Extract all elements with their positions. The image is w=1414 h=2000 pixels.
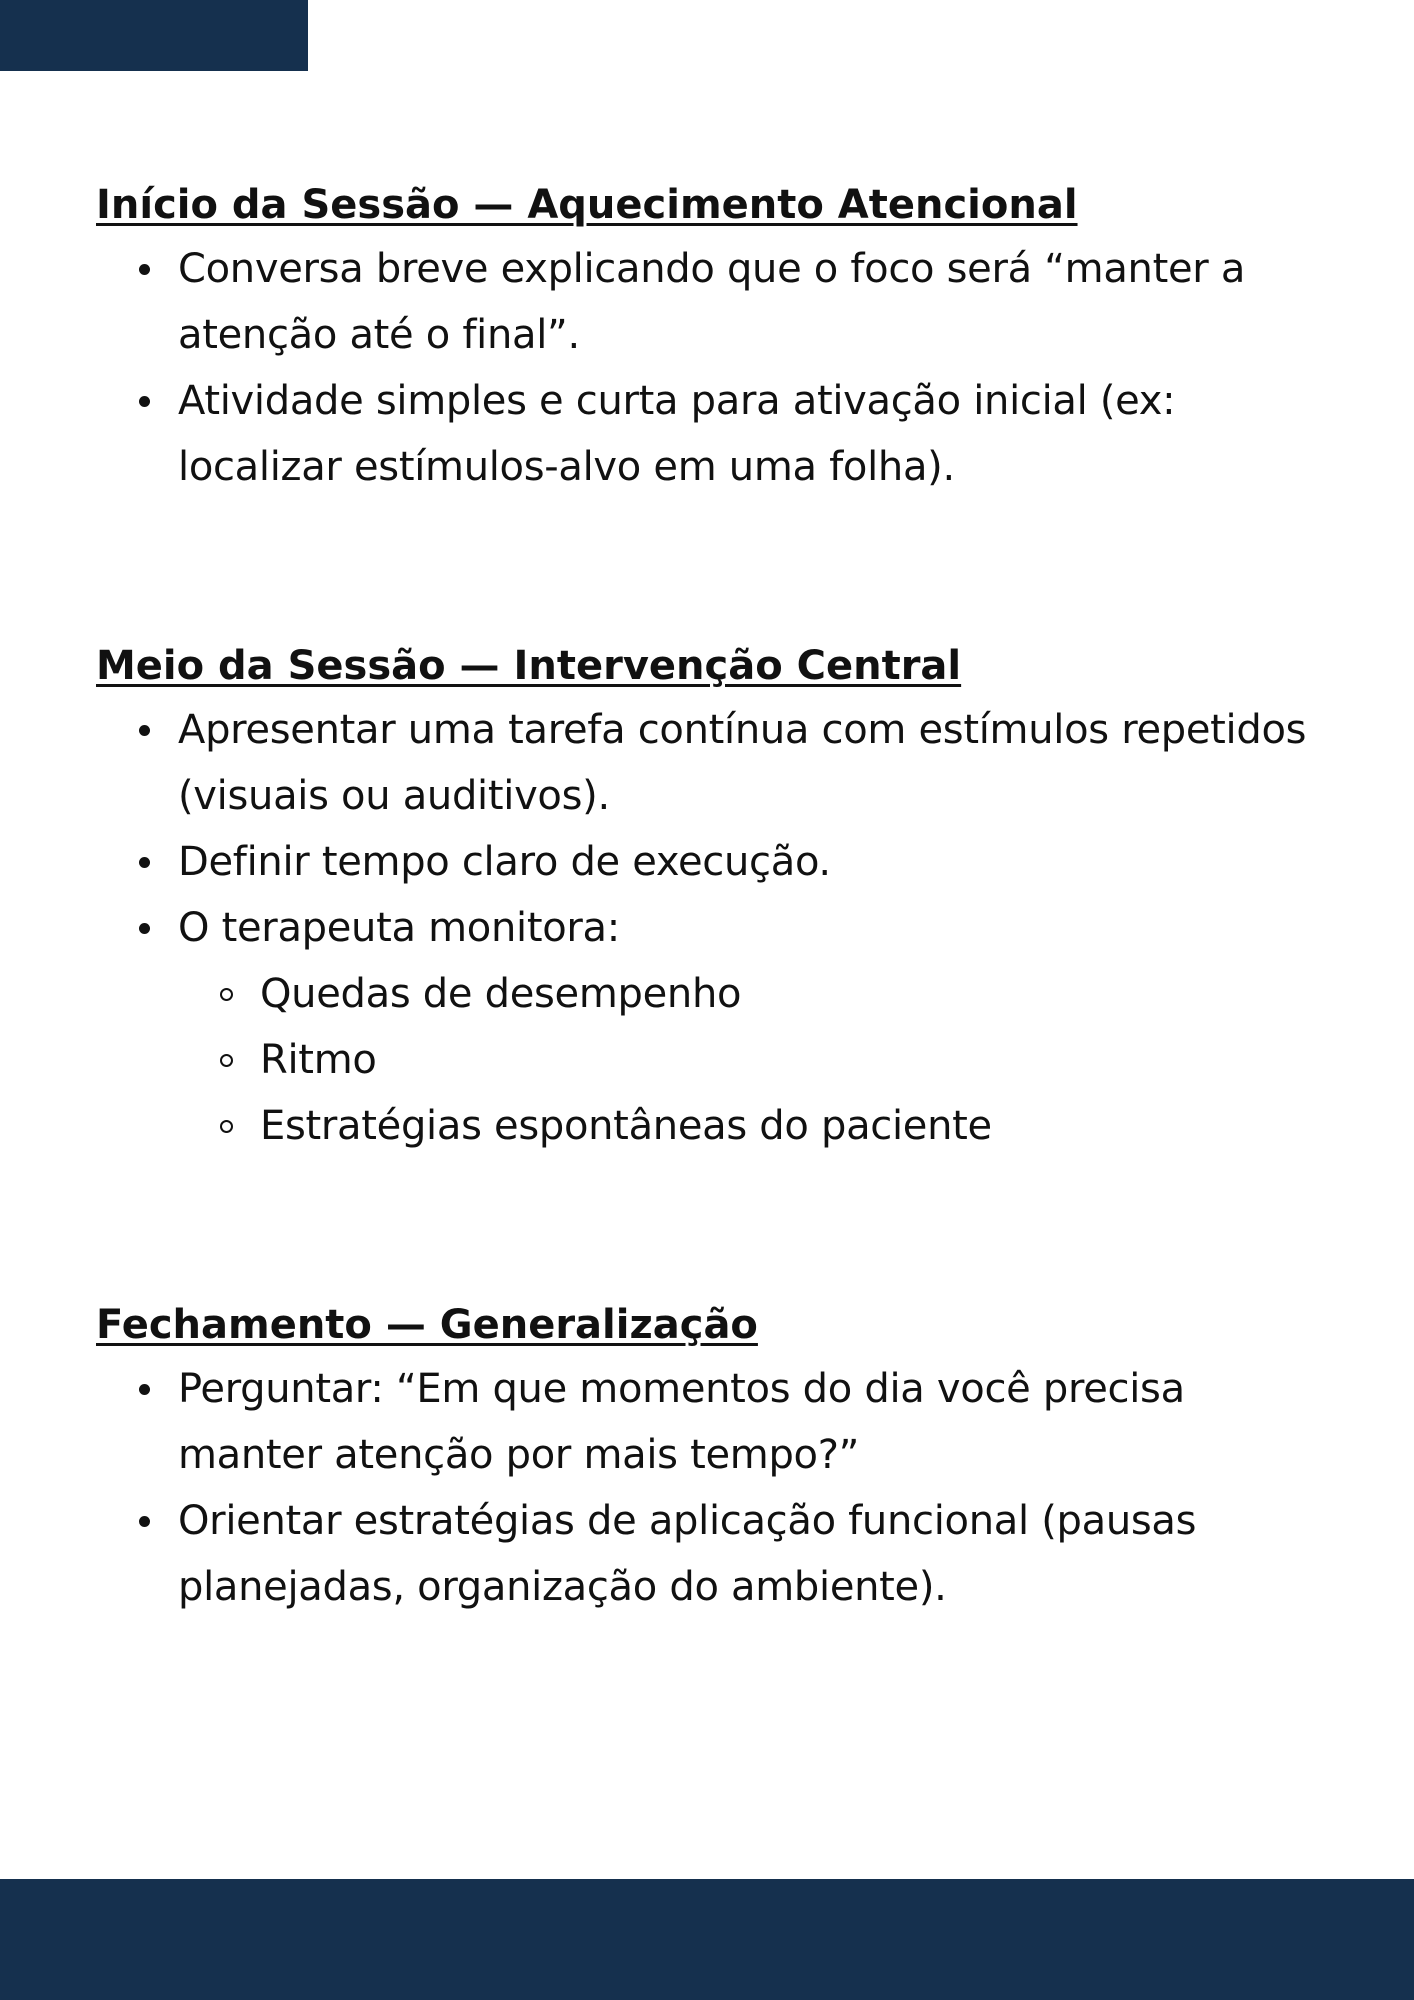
list-item-text: Perguntar: “Em que momentos do dia você precisa manter atenção por mais tempo?” — [178, 1366, 1185, 1478]
header-band — [0, 0, 308, 71]
list-item — [96, 697, 1336, 829]
section-title: Início da Sessão — Aquecimento Atencional — [96, 182, 1078, 228]
section-fechamento — [96, 1300, 1336, 1620]
section-meio — [96, 641, 1336, 1159]
hollow-bullet-icon — [220, 1120, 233, 1133]
bullet-icon — [139, 1516, 150, 1527]
list-item-text: Apresentar uma tarefa contínua com estímulos repetidos (visuais ou auditivos). — [178, 707, 1307, 819]
list-item-text: Orientar estratégias de aplicação funcional (pausas planejadas, organização do ambiente). — [178, 1498, 1197, 1610]
bullet-list — [96, 236, 1336, 500]
list-item-text: Atividade simples e curta para ativação inicial (ex: localizar estímulos-alvo em uma folha). — [178, 378, 1176, 490]
section-inicio — [96, 180, 1336, 500]
bullet-icon — [139, 857, 150, 868]
bullet-icon — [139, 725, 150, 736]
sub-list-item — [96, 961, 1336, 1027]
list-item — [96, 895, 1336, 1159]
bullet-list — [96, 697, 1336, 1159]
hollow-bullet-icon — [220, 988, 233, 1001]
list-item-text: Definir tempo claro de execução. — [178, 839, 831, 885]
bullet-list — [96, 1356, 1336, 1620]
sub-list-item — [96, 1093, 1336, 1159]
sub-list — [178, 961, 1336, 1159]
section-title: Meio da Sessão — Intervenção Central — [96, 643, 962, 689]
sub-list-item-text: Estratégias espontâneas do paciente — [260, 1103, 992, 1149]
sub-list-item-text: Quedas de desempenho — [260, 971, 742, 1017]
list-item — [96, 368, 1336, 500]
hollow-bullet-icon — [220, 1054, 233, 1067]
sub-list-item — [96, 1027, 1336, 1093]
bullet-icon — [139, 923, 150, 934]
sub-list-item-text: Ritmo — [260, 1037, 377, 1083]
list-item-text: Conversa breve explicando que o foco será “manter a atenção até o final”. — [178, 246, 1246, 358]
bullet-icon — [139, 264, 150, 275]
list-item — [96, 1488, 1336, 1620]
list-item — [96, 236, 1336, 368]
footer-band — [0, 1879, 1414, 2000]
section-title: Fechamento — Generalização — [96, 1302, 758, 1348]
list-item — [96, 829, 1336, 895]
bullet-icon — [139, 396, 150, 407]
bullet-icon — [139, 1384, 150, 1395]
list-item-text: O terapeuta monitora: — [178, 905, 620, 951]
list-item — [96, 1356, 1336, 1488]
